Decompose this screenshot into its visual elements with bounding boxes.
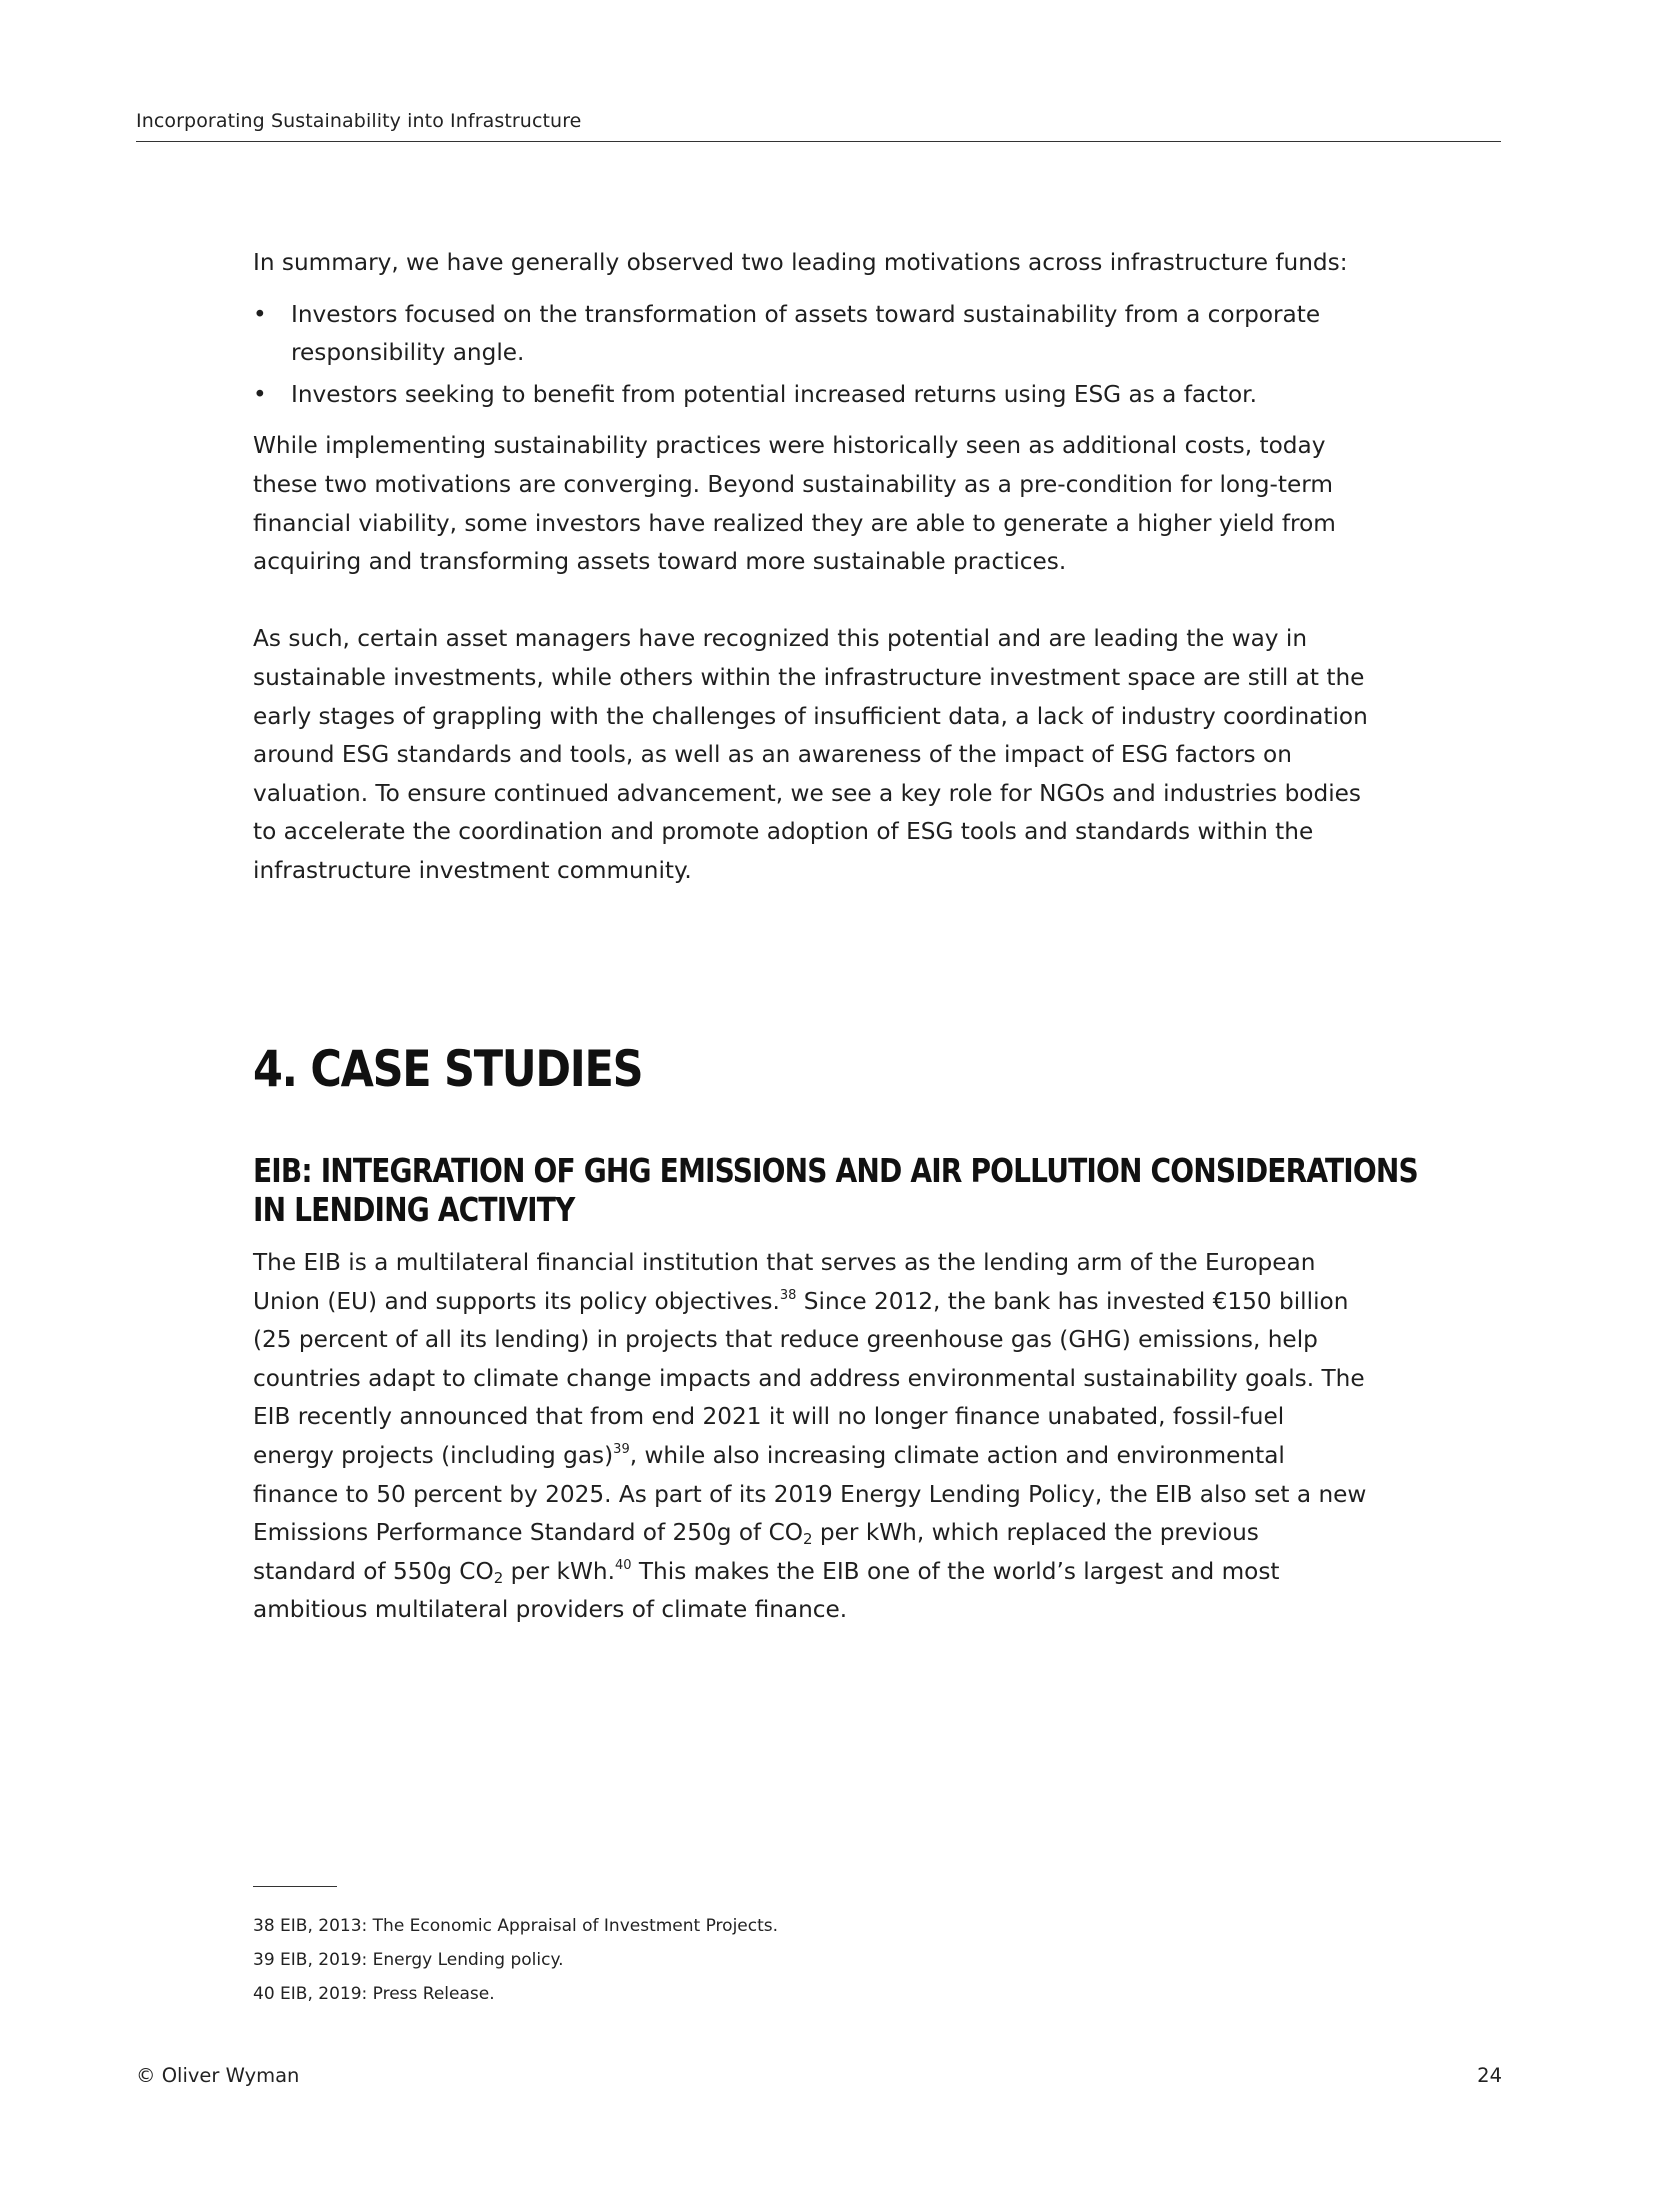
list-item-text: Investors focused on the transformation of assets toward sustainability from a corporate responsibility angle.	[291, 300, 1321, 367]
section-title: 4. CASE STUDIES	[253, 1039, 643, 1098]
footnote-ref: 39	[613, 1441, 630, 1457]
subscript: 2	[803, 1530, 813, 1549]
asset-managers-paragraph: As such, certain asset managers have recognized this potential and are leading the way in sustainable investments, while others within the infrastructure investment space are still at the early stages of grappling with the challenges of insufficient data, a lack of industry coordination around ESG standards and tools, as well as an awareness of the impact of ESG factors on valuation. To ensure continued advancement, we see a key role for NGOs and industries bodies to accelerate the coordination and promote adoption of ESG tools and standards within the infrastructure investment community.	[253, 625, 1368, 884]
intro-section	[253, 244, 1368, 891]
subsection-title-line: IN LENDING ACTIVITY	[253, 1190, 575, 1230]
eib-text: Since 2012, the bank has invested €150 billion (25 percent of all its lending) in projects that reduce greenhouse gas (GHG) emissions, help countries adapt to climate change impacts and address environmental sustainability goals. The EIB recently announced that from end 2021 it will no longer finance unabated, fossil-fuel energy projects (including gas)	[253, 1287, 1365, 1469]
subsection-title	[253, 1151, 1418, 1230]
eib-text: per kWh, which replaced the previous standard of 550g CO	[253, 1519, 1259, 1585]
footnote-ref: 40	[614, 1557, 632, 1573]
subscript: 2	[493, 1568, 504, 1587]
motivation-list	[253, 296, 1368, 415]
footnote: 39 EIB, 2019: Energy Lending policy.	[253, 1950, 564, 1970]
eib-text: per kWh.	[503, 1557, 615, 1585]
list-item-text: Investors seeking to benefit from potential increased returns using ESG as a factor.	[291, 380, 1257, 408]
footer-copyright: © Oliver Wyman	[136, 2064, 300, 2087]
footnote-ref: 38	[779, 1287, 797, 1303]
case-study-body	[253, 1244, 1368, 1630]
eib-paragraph	[253, 1244, 1368, 1630]
footnotes	[253, 1909, 778, 2011]
footnote: 40 EIB, 2019: Press Release.	[253, 1984, 495, 2004]
bullet-icon: •	[253, 380, 267, 408]
list-item	[253, 376, 1368, 415]
eib-text: This makes the EIB one of the world’s largest and most ambitious multilateral providers of climate finance.	[253, 1557, 1280, 1624]
convergence-paragraph: While implementing sustainability practices were historically seen as additional costs, today these two motivations are converging. Beyond sustainability as a pre-condition for long-term financial viability, some investors have realized they are able to generate a higher yield from acquiring and transforming assets toward more sustainable practices.	[253, 432, 1336, 576]
running-header: Incorporating Sustainability into Infrastructure	[136, 110, 582, 132]
page-number: 24	[1477, 2064, 1502, 2087]
bullet-icon: •	[253, 300, 267, 328]
eib-text: The EIB is a multilateral financial institution that serves as the lending arm of the European Union (EU) and supports its policy objectives.	[253, 1249, 1316, 1315]
header-divider	[136, 141, 1501, 142]
footnote: 38 EIB, 2013: The Economic Appraisal of Investment Projects.	[253, 1916, 779, 1936]
footnote-divider	[253, 1886, 337, 1887]
subsection-title-line: EIB: INTEGRATION OF GHG EMISSIONS AND AIR POLLUTION CONSIDERATIONS	[253, 1151, 1418, 1191]
list-item	[253, 296, 1368, 373]
eib-text: , while also increasing climate action and environmental finance to 50 percent by 2025. As part of its 2019 Energy Lending Policy, the EIB also set a new Emissions Performance Standard of 250g of CO	[253, 1441, 1367, 1547]
intro-lead: In summary, we have generally observed two leading motivations across infrastructure funds:	[253, 249, 1348, 276]
